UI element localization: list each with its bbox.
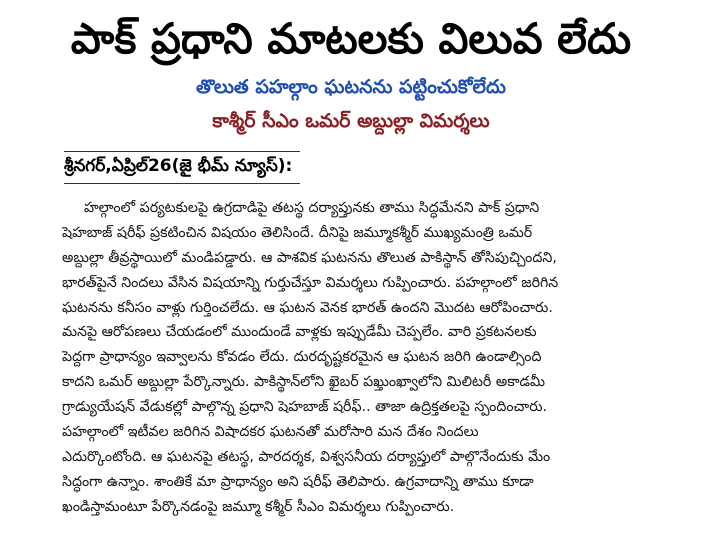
article-body xyxy=(62,196,694,520)
article-body-line: పెద్దగా ప్రాధాన్యం ఇవ్వాలను కోవడం లేదు. దురదృష్టకరమైన ఆ ఘటన జరిగి ఉండాల్సింది xyxy=(62,349,542,366)
article-body-line: అబ్దుల్లా తీవ్రస్థాయిలో మండిపడ్డారు. ఆ పాశవిక ఘటనను తొలుత పాకిస్థాన్ తోసిపుచ్చిందని, xyxy=(62,249,557,266)
article-body-line: పహల్గాంలో ఇటీవల జరిగిన విషాదకర ఘటనతో మరోసారి మన దేశం నిందలు xyxy=(62,424,479,441)
dateline-top-rule xyxy=(64,151,300,152)
article-body-line: గ్రాడ్యుయేషన్ వేడుకల్లో పాల్గొన్న ప్రధాని షెహబాజ్ షరీఫ్.. తాజా ఉద్రిక్తతలపై స్పందించారు. xyxy=(62,399,548,416)
article-body-line: షెహబాజ్ షరీఫ్ ప్రకటించిన విషయం తెలిసిందే. దీనిపై జమ్మూకశ్మీర్ ముఖ్యమంత్రి ఒమర్ xyxy=(62,224,533,241)
article-body-line: మనపై ఆరోపణలు చేయడంలో ముందుండే వాళ్లకు ఇప్పుడేమీ చెప్పలేం. వారి ప్రకటనలకు xyxy=(62,324,537,341)
article-body-line: ఖండిస్తామంటూ పేర్కొనడంపై జమ్మూ కశ్మీర్ సీఎం విమర్శలు గుప్పించారు. xyxy=(62,498,455,515)
article-body-line: ఎదుర్కొంటోంది. ఆ ఘటనపై తటస్థ, పారదర్శక, విశ్వసనీయ దర్యాప్తులో పాల్గొనేందుకు మేం xyxy=(62,448,551,465)
dateline-bottom-rule xyxy=(64,183,300,184)
article-subheadline-primary: తొలుత పహల్గాం ఘటనను పట్టించుకోలేదు xyxy=(196,76,506,98)
article-body-line: భారత్‌పైనే నిందలు వేసిన విషయాన్ని గుర్తుచేస్తూ విమర్శలు గుప్పించారు. పహల్గాంలో జరిగిన xyxy=(62,274,559,291)
article-subheadline-secondary: కాశ్మీర్ సీఎం ఒమర్ అబ్దుల్లా విమర్శలు xyxy=(212,110,490,132)
article-body-line: సిద్ధంగా ఉన్నాం. శాంతికే మా ప్రాధాన్యం అని షరీఫ్ తెలిపారు. ఉగ్రవాదాన్ని తాము కూడా xyxy=(62,473,534,490)
article-body-line: కాదని ఒమర్ అబ్దుల్లా పేర్కొన్నారు. పాకిస్థాన్‌లోని ఖైబర్ పఖ్తుంఖ్వాలోని మిలిటరీ అకాడమీ xyxy=(62,374,545,391)
article-headline: పాక్ ప్రధాని మాటలకు విలువ లేదు xyxy=(70,14,632,63)
article-body-line: ఘటనను కనీసం వాళ్లు గుర్తించలేదు. ఆ ఘటన వెనక భారత్ ఉందని మొదట ఆరోపించారు. xyxy=(62,299,553,316)
article-dateline: శ్రీనగర్,ఏప్రిల్26(జై భీమ్ న్యూస్): xyxy=(64,156,293,176)
article-body-line: హల్గాంలో పర్యటకులపై ఉగ్రదాడిపై తటస్థ దర్యాప్తునకు తాము సిద్ధమేనని పాక్ ప్రధాని xyxy=(84,200,540,216)
